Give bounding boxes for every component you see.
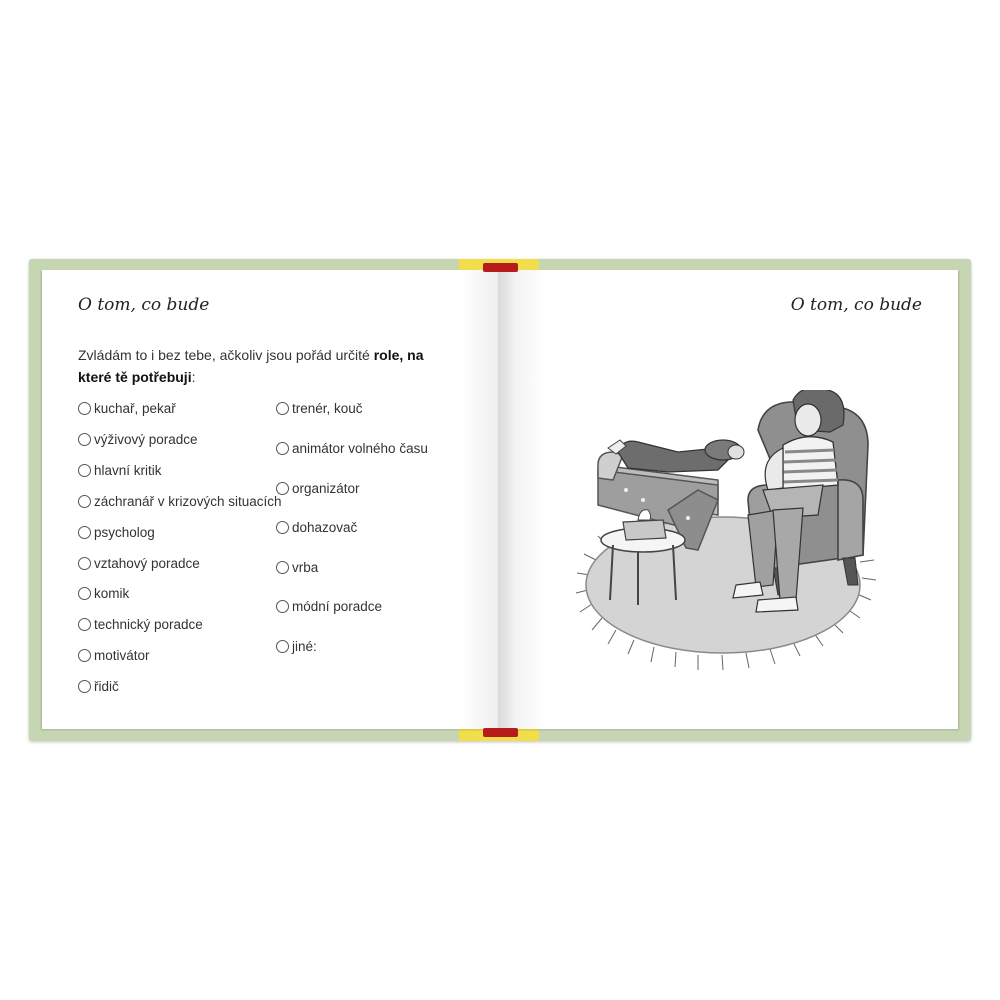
radio-circle-icon[interactable] — [78, 557, 91, 570]
radio-circle-icon[interactable] — [276, 402, 289, 415]
radio-circle-icon[interactable] — [276, 482, 289, 495]
left-page — [42, 270, 498, 729]
radio-circle-icon[interactable] — [78, 495, 91, 508]
option-label: kuchař, pekař — [94, 401, 176, 416]
radio-circle-icon[interactable] — [78, 587, 91, 600]
option-label: hlavní kritik — [94, 463, 162, 478]
option-label: vrba — [292, 560, 319, 575]
option-ridic[interactable] — [78, 679, 119, 694]
radio-circle-icon[interactable] — [78, 433, 91, 446]
option-organizator[interactable] — [276, 481, 360, 496]
intro-text-end: : — [191, 369, 196, 385]
left-page-heading: O tom, co bude — [78, 295, 210, 315]
radio-circle-icon[interactable] — [78, 402, 91, 415]
right-page — [498, 270, 958, 729]
intro-text — [78, 344, 438, 388]
intro-text-bold: role, na které tě potřebuji — [78, 347, 424, 385]
option-label: řidič — [94, 679, 119, 694]
option-label: výživový poradce — [94, 432, 198, 447]
option-label: organizátor — [292, 481, 360, 496]
option-label: trenér, kouč — [292, 401, 363, 416]
intro-text-part1: Zvládám to i bez tebe, ačkoliv jsou pořád určité — [78, 347, 374, 363]
option-label: vztahový poradce — [94, 556, 200, 571]
option-komik[interactable] — [78, 586, 129, 601]
lying-person — [608, 440, 744, 472]
option-label: dohazovač — [292, 520, 358, 535]
radio-circle-icon[interactable] — [276, 561, 289, 574]
radio-circle-icon[interactable] — [276, 442, 289, 455]
option-dohazovac[interactable] — [276, 520, 357, 535]
option-label: motivátor — [94, 648, 150, 663]
option-label: animátor volného času — [292, 441, 428, 456]
option-hlavni-kritik[interactable] — [78, 463, 162, 478]
option-label: záchranář v krizových situacích — [94, 494, 282, 509]
option-label: jiné: — [292, 639, 317, 654]
option-label: komik — [94, 586, 130, 601]
therapy-session-illustration — [568, 390, 898, 680]
bookmark-ribbon-top — [483, 263, 518, 272]
option-vyzivovy-poradce[interactable] — [78, 432, 198, 447]
radio-circle-icon[interactable] — [78, 464, 91, 477]
option-vrba[interactable] — [276, 560, 318, 575]
option-vztahovy-poradce[interactable] — [78, 556, 200, 571]
option-label: módní poradce — [292, 599, 383, 614]
option-label: technický poradce — [94, 617, 203, 632]
option-motivator[interactable] — [78, 648, 150, 663]
radio-circle-icon[interactable] — [276, 521, 289, 534]
option-kuchar[interactable] — [78, 401, 176, 416]
option-label: psycholog — [94, 525, 155, 540]
option-modni-poradce[interactable] — [276, 599, 382, 614]
radio-circle-icon[interactable] — [276, 640, 289, 653]
radio-circle-icon[interactable] — [276, 600, 289, 613]
option-zachranar[interactable] — [78, 494, 282, 509]
radio-circle-icon[interactable] — [78, 618, 91, 631]
bookmark-ribbon-bottom — [483, 728, 518, 737]
option-psycholog[interactable] — [78, 525, 155, 540]
right-page-heading: O tom, co bude — [790, 295, 922, 315]
option-technicky-poradce[interactable] — [78, 617, 203, 632]
option-trener[interactable] — [276, 401, 363, 416]
radio-circle-icon[interactable] — [78, 649, 91, 662]
option-jine[interactable] — [276, 639, 317, 654]
radio-circle-icon[interactable] — [78, 526, 91, 539]
option-animator[interactable] — [276, 441, 428, 456]
radio-circle-icon[interactable] — [78, 680, 91, 693]
